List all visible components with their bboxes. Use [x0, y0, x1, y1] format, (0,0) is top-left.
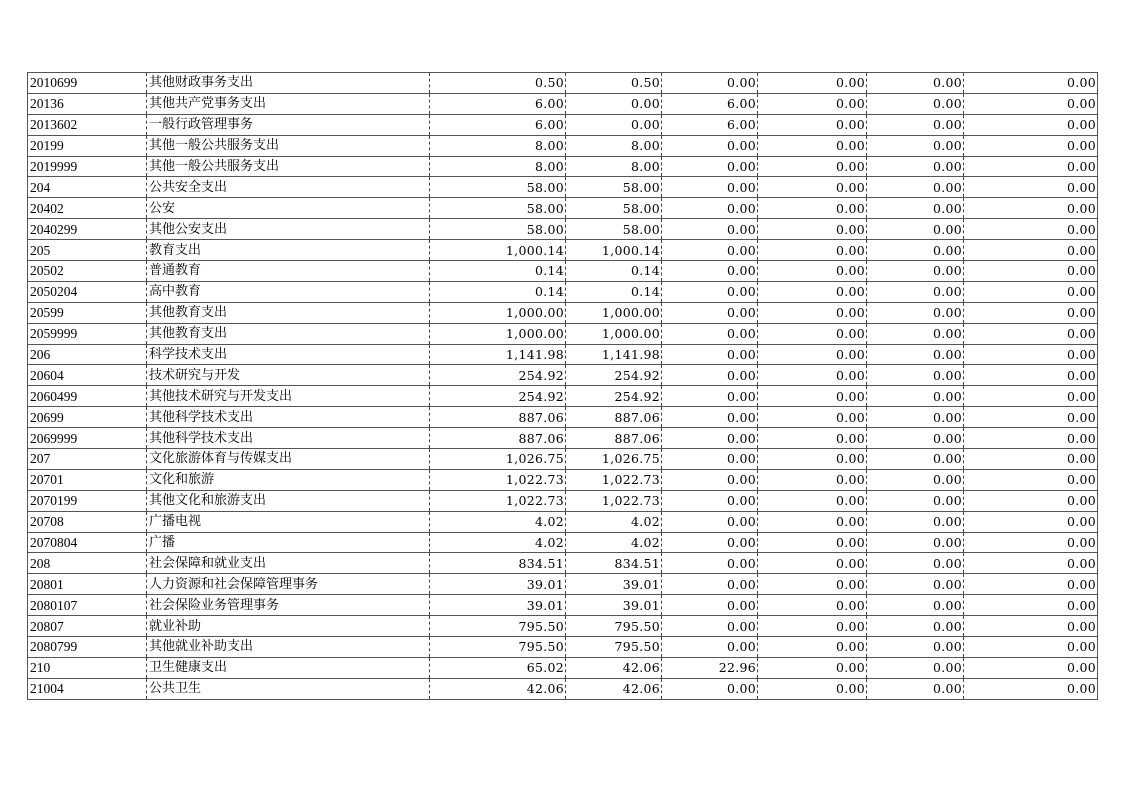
amount-cell-project: 0.00: [662, 574, 758, 595]
amount-cell-project: 0.00: [662, 344, 758, 365]
subject-code-cell: 20136: [28, 93, 147, 114]
subject-name-cell: 其他科学技术支出: [147, 407, 430, 428]
subject-name-cell: 社会保险业务管理事务: [147, 595, 430, 616]
amount-cell-project: 0.00: [662, 323, 758, 344]
subject-name-cell: 文化和旅游: [147, 469, 430, 490]
amount-cell-col-5: 0.00: [867, 323, 964, 344]
amount-cell-col-5: 0.00: [867, 595, 964, 616]
amount-cell-basic: 42.06: [566, 657, 662, 678]
amount-cell-project: 0.00: [662, 511, 758, 532]
subject-code-cell: 206: [28, 344, 147, 365]
amount-cell-project: 0.00: [662, 637, 758, 658]
amount-cell-col-6: 0.00: [964, 302, 1098, 323]
amount-cell-total: 6.00: [430, 93, 566, 114]
amount-cell-col-6: 0.00: [964, 428, 1098, 449]
amount-cell-col-4: 0.00: [758, 261, 867, 282]
amount-cell-col-4: 0.00: [758, 553, 867, 574]
amount-cell-col-6: 0.00: [964, 595, 1098, 616]
subject-code-cell: 20199: [28, 135, 147, 156]
subject-code-cell: 2013602: [28, 114, 147, 135]
amount-cell-col-5: 0.00: [867, 637, 964, 658]
subject-code-cell: 20708: [28, 511, 147, 532]
amount-cell-total: 887.06: [430, 407, 566, 428]
subject-code-cell: 20701: [28, 469, 147, 490]
table-row: [28, 616, 1098, 637]
amount-cell-col-4: 0.00: [758, 93, 867, 114]
amount-cell-col-5: 0.00: [867, 428, 964, 449]
subject-name-cell: 其他一般公共服务支出: [147, 135, 430, 156]
table-row: [28, 365, 1098, 386]
amount-cell-total: 254.92: [430, 386, 566, 407]
amount-cell-basic: 58.00: [566, 198, 662, 219]
amount-cell-basic: 834.51: [566, 553, 662, 574]
amount-cell-col-6: 0.00: [964, 93, 1098, 114]
amount-cell-col-4: 0.00: [758, 73, 867, 94]
subject-name-cell: 卫生健康支出: [147, 657, 430, 678]
amount-cell-col-6: 0.00: [964, 365, 1098, 386]
amount-cell-col-5: 0.00: [867, 386, 964, 407]
subject-code-cell: 20502: [28, 261, 147, 282]
subject-name-cell: 文化旅游体育与传媒支出: [147, 449, 430, 470]
amount-cell-project: 0.00: [662, 532, 758, 553]
amount-cell-total: 39.01: [430, 574, 566, 595]
amount-cell-col-4: 0.00: [758, 344, 867, 365]
subject-name-cell: 其他就业补助支出: [147, 637, 430, 658]
subject-name-cell: 其他教育支出: [147, 323, 430, 344]
amount-cell-col-6: 0.00: [964, 323, 1098, 344]
table-row: [28, 678, 1098, 699]
amount-cell-project: 0.00: [662, 177, 758, 198]
amount-cell-col-4: 0.00: [758, 281, 867, 302]
amount-cell-basic: 887.06: [566, 428, 662, 449]
table-row: [28, 198, 1098, 219]
amount-cell-col-6: 0.00: [964, 73, 1098, 94]
amount-cell-col-6: 0.00: [964, 344, 1098, 365]
amount-cell-col-5: 0.00: [867, 574, 964, 595]
amount-cell-col-4: 0.00: [758, 657, 867, 678]
table-row: [28, 428, 1098, 449]
amount-cell-col-5: 0.00: [867, 240, 964, 261]
amount-cell-col-5: 0.00: [867, 657, 964, 678]
subject-name-cell: 公安: [147, 198, 430, 219]
amount-cell-project: 0.00: [662, 616, 758, 637]
amount-cell-basic: 0.00: [566, 114, 662, 135]
amount-cell-basic: 58.00: [566, 219, 662, 240]
amount-cell-col-4: 0.00: [758, 428, 867, 449]
table-row: [28, 156, 1098, 177]
amount-cell-basic: 254.92: [566, 365, 662, 386]
amount-cell-project: 0.00: [662, 553, 758, 574]
subject-code-cell: 2070199: [28, 490, 147, 511]
amount-cell-col-4: 0.00: [758, 386, 867, 407]
table-row: [28, 261, 1098, 282]
subject-name-cell: 其他公安支出: [147, 219, 430, 240]
subject-code-cell: 2019999: [28, 156, 147, 177]
subject-code-cell: 20807: [28, 616, 147, 637]
amount-cell-col-6: 0.00: [964, 553, 1098, 574]
subject-code-cell: 2080799: [28, 637, 147, 658]
table-row: [28, 281, 1098, 302]
subject-code-cell: 2040299: [28, 219, 147, 240]
amount-cell-col-5: 0.00: [867, 490, 964, 511]
amount-cell-col-5: 0.00: [867, 156, 964, 177]
amount-cell-project: 0.00: [662, 490, 758, 511]
amount-cell-total: 58.00: [430, 219, 566, 240]
amount-cell-col-5: 0.00: [867, 198, 964, 219]
amount-cell-col-6: 0.00: [964, 261, 1098, 282]
amount-cell-total: 0.14: [430, 281, 566, 302]
subject-name-cell: 其他科学技术支出: [147, 428, 430, 449]
amount-cell-project: 0.00: [662, 595, 758, 616]
amount-cell-project: 0.00: [662, 428, 758, 449]
subject-code-cell: 21004: [28, 678, 147, 699]
amount-cell-col-4: 0.00: [758, 240, 867, 261]
amount-cell-project: 0.00: [662, 198, 758, 219]
table-row: [28, 344, 1098, 365]
amount-cell-project: 0.00: [662, 449, 758, 470]
amount-cell-total: 0.14: [430, 261, 566, 282]
subject-code-cell: 20801: [28, 574, 147, 595]
table-row: [28, 386, 1098, 407]
amount-cell-col-5: 0.00: [867, 616, 964, 637]
table-row: [28, 323, 1098, 344]
expenditure-table: [27, 72, 1098, 700]
amount-cell-project: 0.00: [662, 407, 758, 428]
amount-cell-total: 254.92: [430, 365, 566, 386]
amount-cell-col-5: 0.00: [867, 281, 964, 302]
amount-cell-total: 8.00: [430, 156, 566, 177]
amount-cell-col-6: 0.00: [964, 637, 1098, 658]
table-row: [28, 449, 1098, 470]
subject-name-cell: 其他一般公共服务支出: [147, 156, 430, 177]
amount-cell-col-6: 0.00: [964, 156, 1098, 177]
amount-cell-col-6: 0.00: [964, 511, 1098, 532]
subject-code-cell: 205: [28, 240, 147, 261]
amount-cell-basic: 1,022.73: [566, 490, 662, 511]
amount-cell-col-6: 0.00: [964, 616, 1098, 637]
amount-cell-col-4: 0.00: [758, 637, 867, 658]
amount-cell-basic: 795.50: [566, 637, 662, 658]
subject-name-cell: 一般行政管理事务: [147, 114, 430, 135]
subject-name-cell: 人力资源和社会保障管理事务: [147, 574, 430, 595]
amount-cell-col-5: 0.00: [867, 73, 964, 94]
amount-cell-basic: 8.00: [566, 135, 662, 156]
amount-cell-project: 0.00: [662, 156, 758, 177]
amount-cell-col-6: 0.00: [964, 135, 1098, 156]
amount-cell-total: 58.00: [430, 177, 566, 198]
amount-cell-project: 22.96: [662, 657, 758, 678]
amount-cell-col-5: 0.00: [867, 261, 964, 282]
amount-cell-col-4: 0.00: [758, 114, 867, 135]
table-row: [28, 574, 1098, 595]
amount-cell-basic: 42.06: [566, 678, 662, 699]
amount-cell-total: 42.06: [430, 678, 566, 699]
subject-code-cell: 208: [28, 553, 147, 574]
amount-cell-col-5: 0.00: [867, 344, 964, 365]
table-row: [28, 73, 1098, 94]
subject-name-cell: 公共卫生: [147, 678, 430, 699]
amount-cell-col-4: 0.00: [758, 323, 867, 344]
table-row: [28, 219, 1098, 240]
amount-cell-col-6: 0.00: [964, 469, 1098, 490]
amount-cell-col-5: 0.00: [867, 511, 964, 532]
amount-cell-col-5: 0.00: [867, 449, 964, 470]
amount-cell-total: 8.00: [430, 135, 566, 156]
amount-cell-project: 0.00: [662, 469, 758, 490]
amount-cell-project: 0.00: [662, 240, 758, 261]
subject-name-cell: 其他财政事务支出: [147, 73, 430, 94]
amount-cell-total: 795.50: [430, 637, 566, 658]
table-row: [28, 657, 1098, 678]
subject-code-cell: 20599: [28, 302, 147, 323]
amount-cell-project: 0.00: [662, 219, 758, 240]
amount-cell-col-6: 0.00: [964, 532, 1098, 553]
amount-cell-project: 0.00: [662, 261, 758, 282]
amount-cell-col-6: 0.00: [964, 490, 1098, 511]
amount-cell-col-5: 0.00: [867, 678, 964, 699]
amount-cell-col-4: 0.00: [758, 302, 867, 323]
subject-name-cell: 普通教育: [147, 261, 430, 282]
amount-cell-col-5: 0.00: [867, 302, 964, 323]
amount-cell-col-5: 0.00: [867, 219, 964, 240]
amount-cell-project: 0.00: [662, 73, 758, 94]
table-row: [28, 114, 1098, 135]
amount-cell-col-6: 0.00: [964, 449, 1098, 470]
amount-cell-col-5: 0.00: [867, 114, 964, 135]
amount-cell-col-6: 0.00: [964, 657, 1098, 678]
subject-name-cell: 社会保障和就业支出: [147, 553, 430, 574]
amount-cell-col-6: 0.00: [964, 281, 1098, 302]
amount-cell-col-4: 0.00: [758, 678, 867, 699]
table-row: [28, 469, 1098, 490]
amount-cell-total: 1,141.98: [430, 344, 566, 365]
amount-cell-basic: 254.92: [566, 386, 662, 407]
amount-cell-col-4: 0.00: [758, 407, 867, 428]
table-row: [28, 240, 1098, 261]
table-row: [28, 490, 1098, 511]
table-row: [28, 93, 1098, 114]
amount-cell-total: 4.02: [430, 532, 566, 553]
amount-cell-project: 6.00: [662, 93, 758, 114]
amount-cell-total: 887.06: [430, 428, 566, 449]
subject-code-cell: 2010699: [28, 73, 147, 94]
subject-code-cell: 20699: [28, 407, 147, 428]
amount-cell-basic: 1,022.73: [566, 469, 662, 490]
amount-cell-project: 0.00: [662, 281, 758, 302]
amount-cell-basic: 1,141.98: [566, 344, 662, 365]
amount-cell-basic: 1,000.14: [566, 240, 662, 261]
amount-cell-total: 1,022.73: [430, 469, 566, 490]
amount-cell-project: 0.00: [662, 302, 758, 323]
table-row: [28, 407, 1098, 428]
subject-name-cell: 高中教育: [147, 281, 430, 302]
amount-cell-basic: 887.06: [566, 407, 662, 428]
amount-cell-col-6: 0.00: [964, 407, 1098, 428]
amount-cell-basic: 1,000.00: [566, 323, 662, 344]
amount-cell-col-5: 0.00: [867, 93, 964, 114]
amount-cell-col-4: 0.00: [758, 156, 867, 177]
amount-cell-col-5: 0.00: [867, 553, 964, 574]
amount-cell-col-6: 0.00: [964, 386, 1098, 407]
subject-name-cell: 就业补助: [147, 616, 430, 637]
subject-code-cell: 2069999: [28, 428, 147, 449]
amount-cell-col-6: 0.00: [964, 574, 1098, 595]
amount-cell-col-6: 0.00: [964, 678, 1098, 699]
amount-cell-project: 6.00: [662, 114, 758, 135]
amount-cell-basic: 0.14: [566, 281, 662, 302]
subject-name-cell: 广播电视: [147, 511, 430, 532]
amount-cell-col-4: 0.00: [758, 177, 867, 198]
amount-cell-basic: 1,026.75: [566, 449, 662, 470]
amount-cell-basic: 0.14: [566, 261, 662, 282]
table-row: [28, 135, 1098, 156]
amount-cell-col-6: 0.00: [964, 219, 1098, 240]
table-row: [28, 302, 1098, 323]
amount-cell-col-6: 0.00: [964, 114, 1098, 135]
amount-cell-col-6: 0.00: [964, 240, 1098, 261]
amount-cell-total: 834.51: [430, 553, 566, 574]
amount-cell-col-6: 0.00: [964, 198, 1098, 219]
subject-code-cell: 20604: [28, 365, 147, 386]
subject-code-cell: 20402: [28, 198, 147, 219]
amount-cell-col-4: 0.00: [758, 219, 867, 240]
amount-cell-total: 65.02: [430, 657, 566, 678]
amount-cell-total: 39.01: [430, 595, 566, 616]
table-row: [28, 532, 1098, 553]
amount-cell-col-4: 0.00: [758, 532, 867, 553]
subject-name-cell: 其他文化和旅游支出: [147, 490, 430, 511]
amount-cell-col-4: 0.00: [758, 616, 867, 637]
table-row: [28, 637, 1098, 658]
amount-cell-col-4: 0.00: [758, 490, 867, 511]
amount-cell-basic: 39.01: [566, 574, 662, 595]
amount-cell-basic: 0.50: [566, 73, 662, 94]
amount-cell-total: 0.50: [430, 73, 566, 94]
amount-cell-col-5: 0.00: [867, 532, 964, 553]
amount-cell-project: 0.00: [662, 386, 758, 407]
subject-name-cell: 其他教育支出: [147, 302, 430, 323]
subject-name-cell: 公共安全支出: [147, 177, 430, 198]
subject-code-cell: 2060499: [28, 386, 147, 407]
amount-cell-col-4: 0.00: [758, 449, 867, 470]
amount-cell-total: 4.02: [430, 511, 566, 532]
subject-name-cell: 其他技术研究与开发支出: [147, 386, 430, 407]
amount-cell-col-4: 0.00: [758, 574, 867, 595]
subject-name-cell: 科学技术支出: [147, 344, 430, 365]
amount-cell-col-4: 0.00: [758, 511, 867, 532]
amount-cell-project: 0.00: [662, 135, 758, 156]
amount-cell-total: 58.00: [430, 198, 566, 219]
amount-cell-total: 6.00: [430, 114, 566, 135]
subject-code-cell: 204: [28, 177, 147, 198]
amount-cell-total: 1,000.00: [430, 302, 566, 323]
amount-cell-basic: 4.02: [566, 511, 662, 532]
amount-cell-total: 1,026.75: [430, 449, 566, 470]
amount-cell-col-5: 0.00: [867, 407, 964, 428]
amount-cell-col-6: 0.00: [964, 177, 1098, 198]
subject-name-cell: 教育支出: [147, 240, 430, 261]
amount-cell-total: 1,000.14: [430, 240, 566, 261]
amount-cell-basic: 4.02: [566, 532, 662, 553]
amount-cell-basic: 8.00: [566, 156, 662, 177]
table-row: [28, 595, 1098, 616]
amount-cell-col-4: 0.00: [758, 469, 867, 490]
amount-cell-basic: 795.50: [566, 616, 662, 637]
amount-cell-total: 1,022.73: [430, 490, 566, 511]
amount-cell-basic: 39.01: [566, 595, 662, 616]
amount-cell-col-4: 0.00: [758, 135, 867, 156]
subject-code-cell: 210: [28, 657, 147, 678]
table-body: [28, 73, 1098, 700]
amount-cell-project: 0.00: [662, 678, 758, 699]
subject-code-cell: 2080107: [28, 595, 147, 616]
amount-cell-total: 795.50: [430, 616, 566, 637]
amount-cell-col-5: 0.00: [867, 365, 964, 386]
table-row: [28, 511, 1098, 532]
amount-cell-basic: 58.00: [566, 177, 662, 198]
subject-name-cell: 其他共产党事务支出: [147, 93, 430, 114]
amount-cell-project: 0.00: [662, 365, 758, 386]
amount-cell-col-4: 0.00: [758, 365, 867, 386]
table-row: [28, 553, 1098, 574]
subject-code-cell: 2070804: [28, 532, 147, 553]
subject-code-cell: 207: [28, 449, 147, 470]
subject-name-cell: 广播: [147, 532, 430, 553]
amount-cell-col-4: 0.00: [758, 595, 867, 616]
amount-cell-col-5: 0.00: [867, 135, 964, 156]
amount-cell-col-5: 0.00: [867, 177, 964, 198]
amount-cell-total: 1,000.00: [430, 323, 566, 344]
subject-name-cell: 技术研究与开发: [147, 365, 430, 386]
amount-cell-basic: 0.00: [566, 93, 662, 114]
amount-cell-col-4: 0.00: [758, 198, 867, 219]
subject-code-cell: 2050204: [28, 281, 147, 302]
subject-code-cell: 2059999: [28, 323, 147, 344]
amount-cell-col-5: 0.00: [867, 469, 964, 490]
amount-cell-basic: 1,000.00: [566, 302, 662, 323]
table-row: [28, 177, 1098, 198]
